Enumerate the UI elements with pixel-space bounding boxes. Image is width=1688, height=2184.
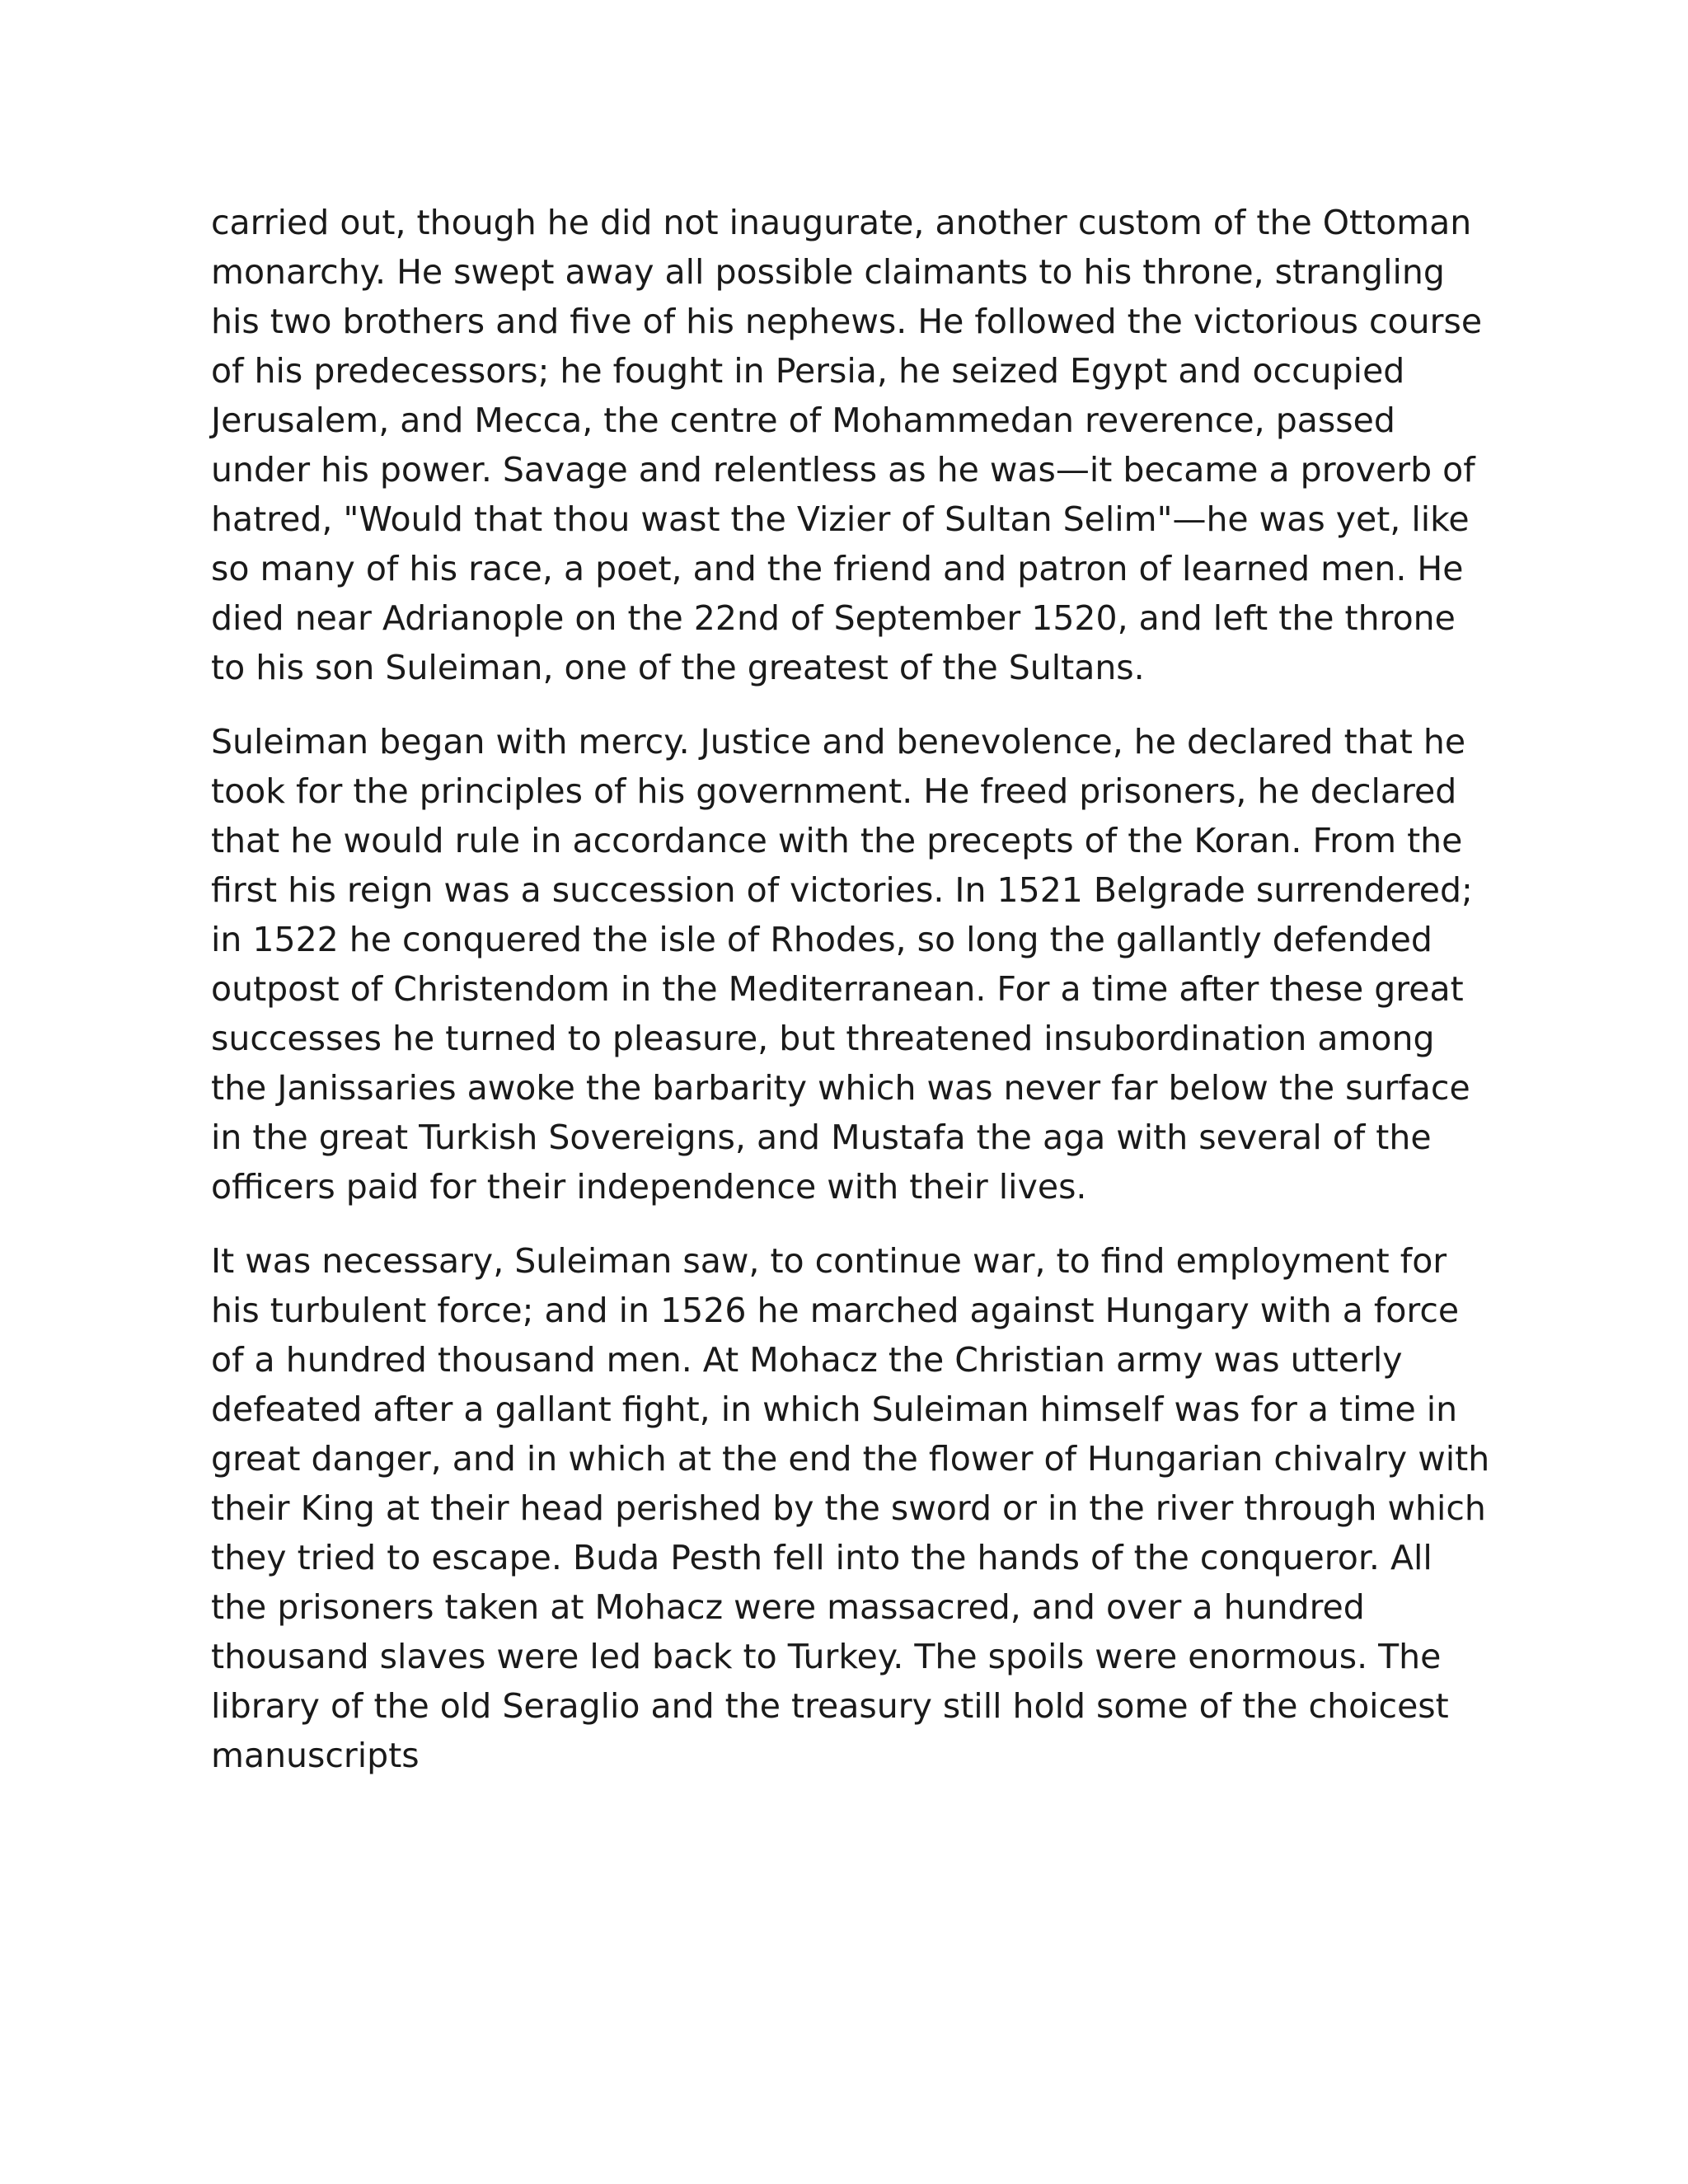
- body-text: [211, 198, 1497, 1805]
- paragraph-1: carried out, though he did not inaugurate, another custom of the Ottoman monarchy. He swept away all possible claimants to his throne, strangling his two brothers and five of his nephews. He followed the victorious course of his predecessors; he fought in Persia, he seized Egypt and occupied Jerusalem, and Mecca, the centre of Mohammedan reverence, passed under his power. Savage and relentless as he was—it became a proverb of hatred, "Would that thou wast the Vizier of Sultan Selim"—he was yet, like so many of his race, a poet, and the friend and patron of learned men. He died near Adrianople on the 22nd of September 1520, and left the throne to his son Suleiman, one of the greatest of the Sultans.: [211, 203, 1483, 687]
- paragraph-3: It was necessary, Suleiman saw, to continue war, to find employment for his turbulent force; and in 1526 he marched against Hungary with a force of a hundred thousand men. At Mohacz the Christian army was utterly defeated after a gallant fight, in which Suleiman himself was for a time in great danger, and in which at the end the flower of Hungarian chivalry with their King at their head perished by the sword or in the river through which they tried to escape. Buda Pesth fell into the hands of the conqueror. All the prisoners taken at Mohacz were massacred, and over a hundred thousand slaves were led back to Turkey. The spoils were enormous. The library of the old Seraglio and the treasury still hold some of the choicest manuscripts: [211, 1241, 1490, 1775]
- paragraph-2: Suleiman began with mercy. Justice and benevolence, he declared that he took for the principles of his government. He freed prisoners, he declared that he would rule in accordance with the precepts of the Koran. From the first his reign was a succession of victories. In 1521 Belgrade surrendered; in 1522 he conquered the isle of Rhodes, so long the gallantly defended outpost of Christendom in the Mediterranean. For a time after these great successes he turned to pleasure, but threatened insubordination among the Janissaries awoke the barbarity which was never far below the surface in the great Turkish Sovereigns, and Mustafa the aga with several of the officers paid for their independence with their lives.: [211, 722, 1473, 1207]
